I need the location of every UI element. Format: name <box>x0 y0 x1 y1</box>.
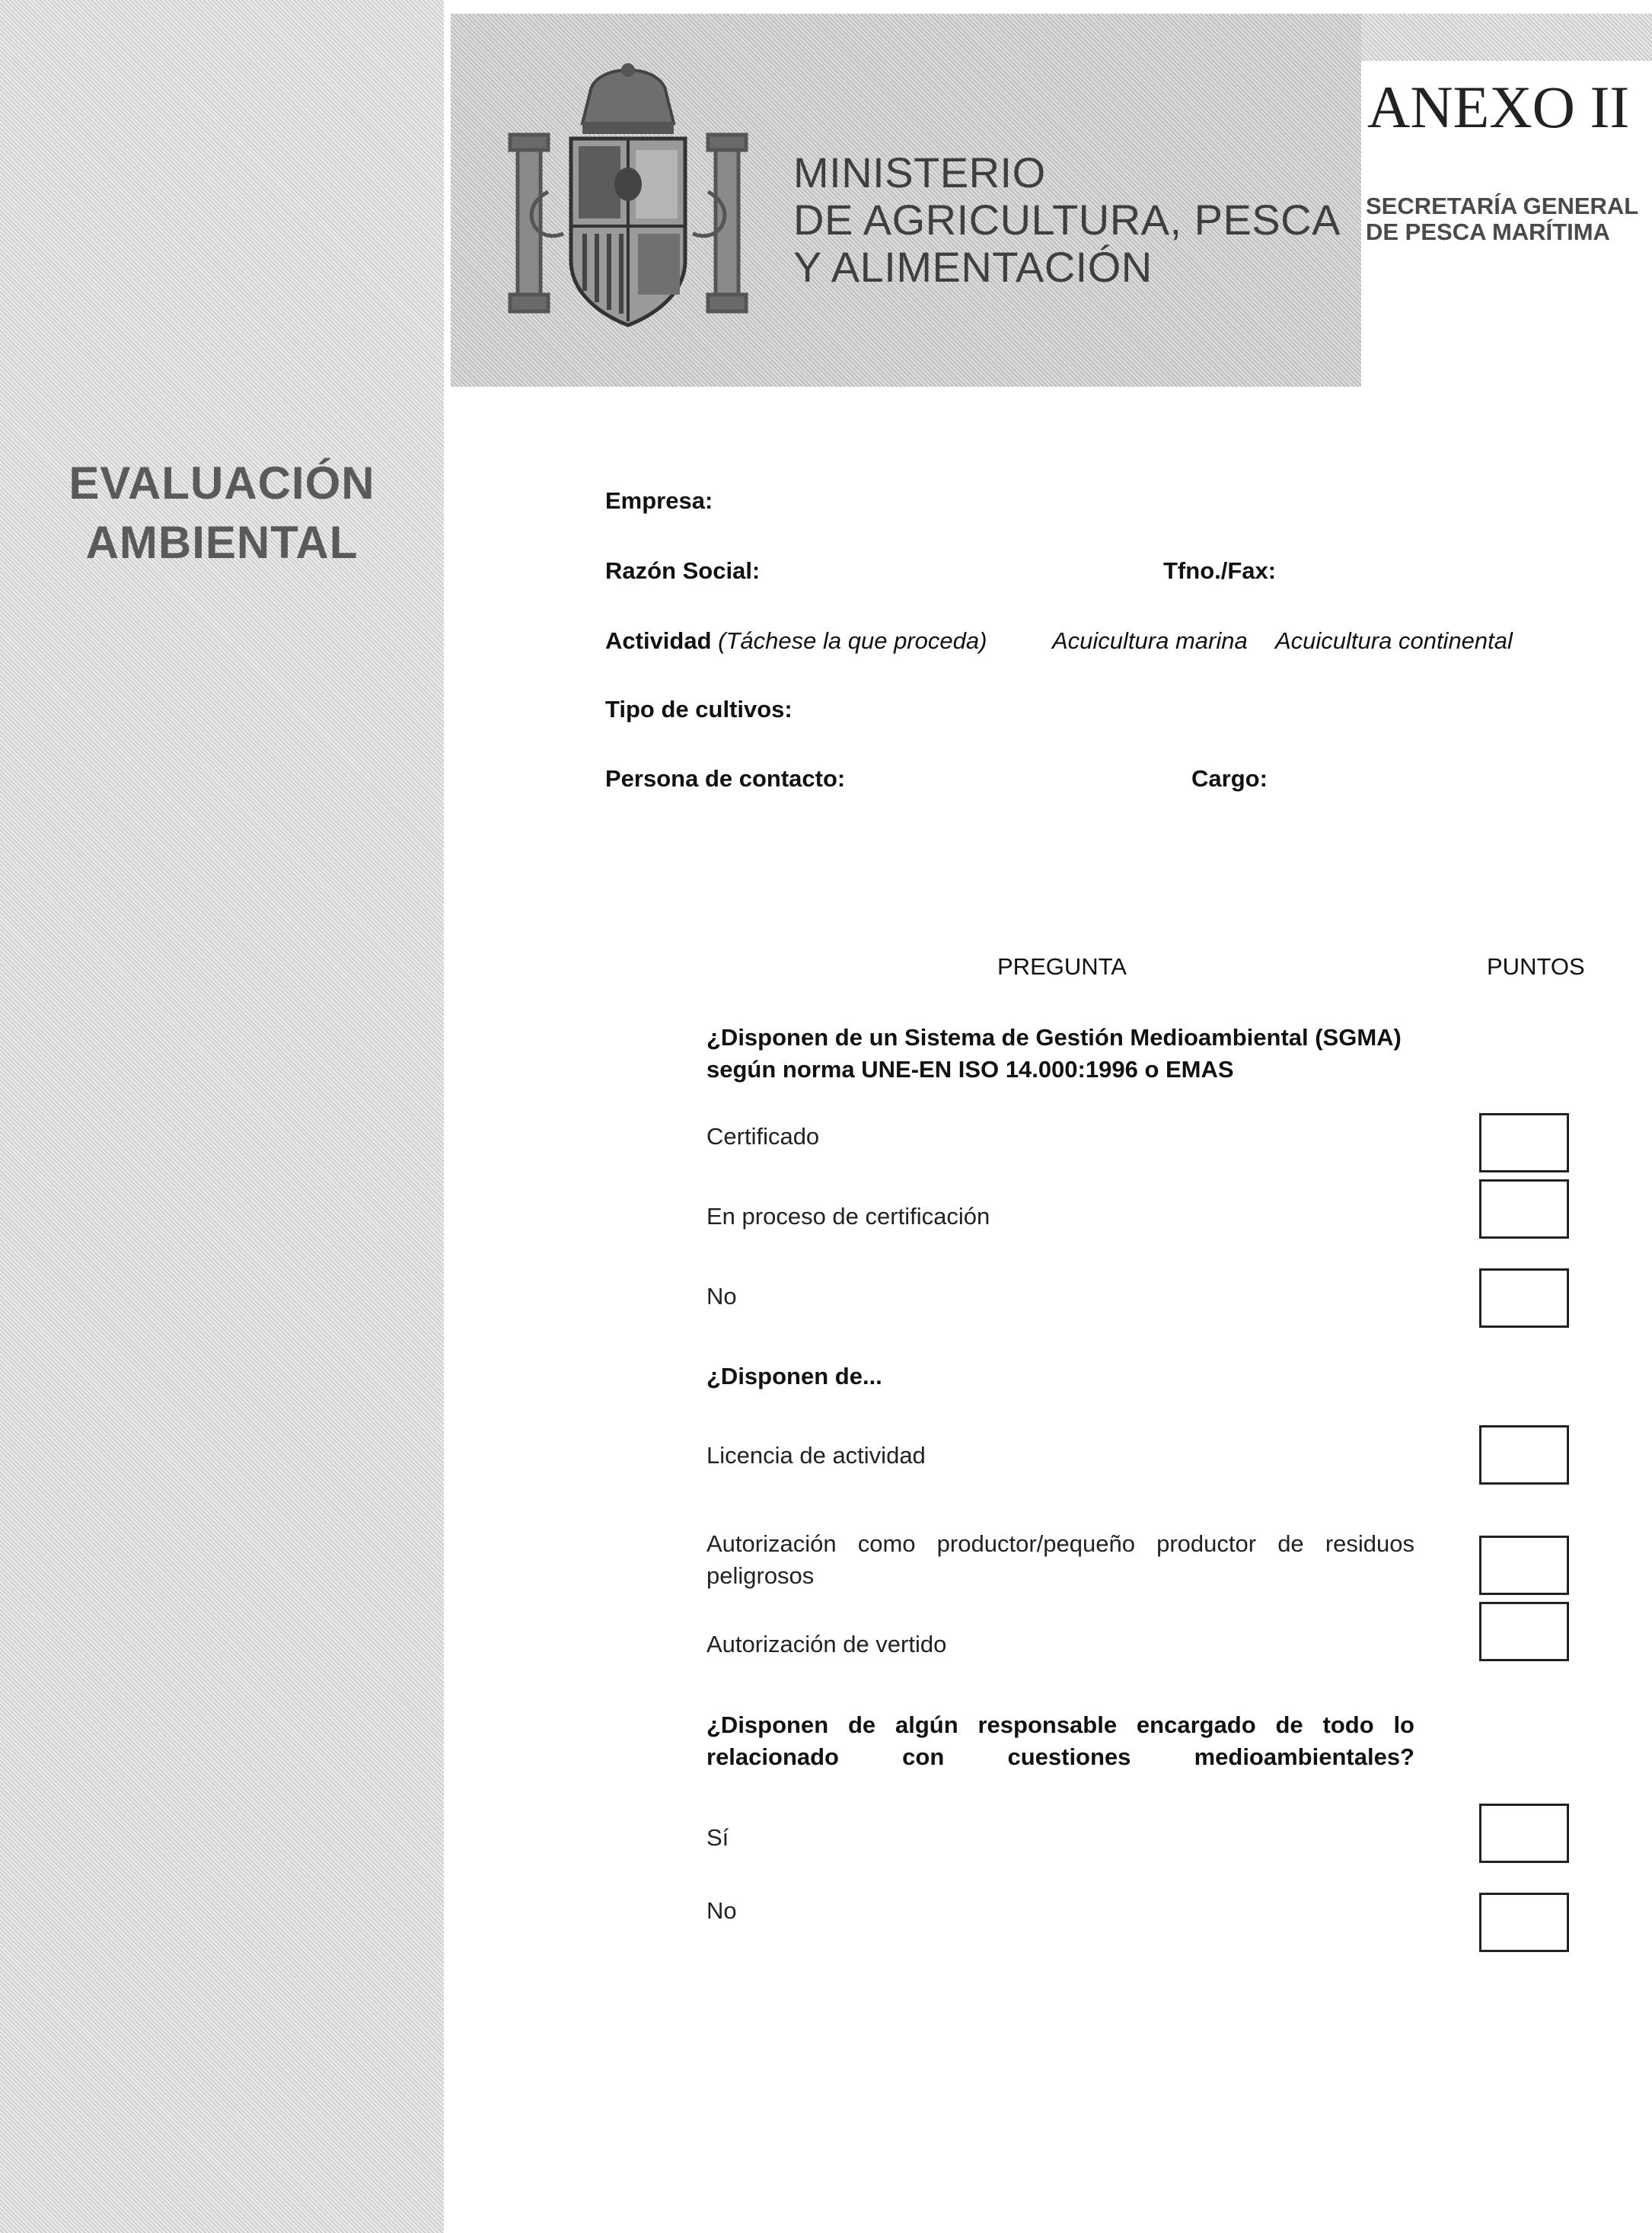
points-box-residuos[interactable] <box>1479 1536 1569 1595</box>
points-box-no-responsable[interactable] <box>1479 1893 1569 1952</box>
actividad-row <box>605 626 987 656</box>
option-autorizacion-vertido: Autorización de vertido <box>706 1631 947 1657</box>
empresa-label: Empresa: <box>605 487 713 514</box>
sidebar-panel <box>0 0 444 2233</box>
option-autorizacion-residuos: Autorización como productor/pequeño productor de residuos peligrosos <box>706 1530 1414 1589</box>
coat-of-arms-icon <box>502 62 754 329</box>
tipo-cultivos-label: Tipo de cultivos: <box>605 696 793 723</box>
points-box-no-sgma[interactable] <box>1479 1268 1569 1328</box>
column-header-puntos: PUNTOS <box>1487 953 1585 980</box>
actividad-label: Actividad <box>605 627 712 654</box>
secretaria-general: SECRETARÍA GENERAL DE PESCA MARÍTIMA <box>1366 193 1639 245</box>
razon-social-label: Razón Social: <box>605 557 761 584</box>
cargo-label: Cargo: <box>1191 765 1268 792</box>
option-no-responsable: No <box>706 1897 737 1924</box>
points-box-en-proceso[interactable] <box>1479 1179 1569 1239</box>
points-box-si[interactable] <box>1479 1804 1569 1863</box>
question-disponen: ¿Disponen de... <box>706 1363 882 1389</box>
tfno-fax-label: Tfno./Fax: <box>1163 557 1277 584</box>
annex-title: ANEXO II <box>1367 74 1630 140</box>
ministry-name: MINISTERIO DE AGRICULTURA, PESCA Y ALIMENTACIÓN <box>793 148 1341 291</box>
option-certificado: Certificado <box>706 1123 820 1150</box>
option-acuicultura-marina[interactable]: Acuicultura marina <box>1052 627 1248 654</box>
section-title: EVALUACIÓN AMBIENTAL <box>69 458 375 568</box>
persona-contacto-label: Persona de contacto: <box>605 765 846 792</box>
option-en-proceso: En proceso de certificación <box>706 1203 990 1230</box>
option-si: Sí <box>706 1824 729 1851</box>
points-box-certificado[interactable] <box>1479 1113 1569 1172</box>
question-responsable: ¿Disponen de algún responsable encargado de todo lo relacionado con cuestiones medioambientales? <box>706 1711 1414 1770</box>
actividad-hint: (Táchese la que proceda) <box>718 627 987 654</box>
column-header-pregunta: PREGUNTA <box>997 953 1127 980</box>
question-sgma: ¿Disponen de un Sistema de Gestión Medioambiental (SGMA) según norma UNE-EN ISO 14.000:1996 o EMAS <box>706 1024 1402 1083</box>
points-box-licencia[interactable] <box>1479 1425 1569 1485</box>
option-licencia-actividad: Licencia de actividad <box>706 1442 926 1469</box>
option-no-sgma: No <box>706 1283 737 1309</box>
points-box-vertido[interactable] <box>1479 1602 1569 1661</box>
option-acuicultura-continental[interactable]: Acuicultura continental <box>1275 627 1513 654</box>
